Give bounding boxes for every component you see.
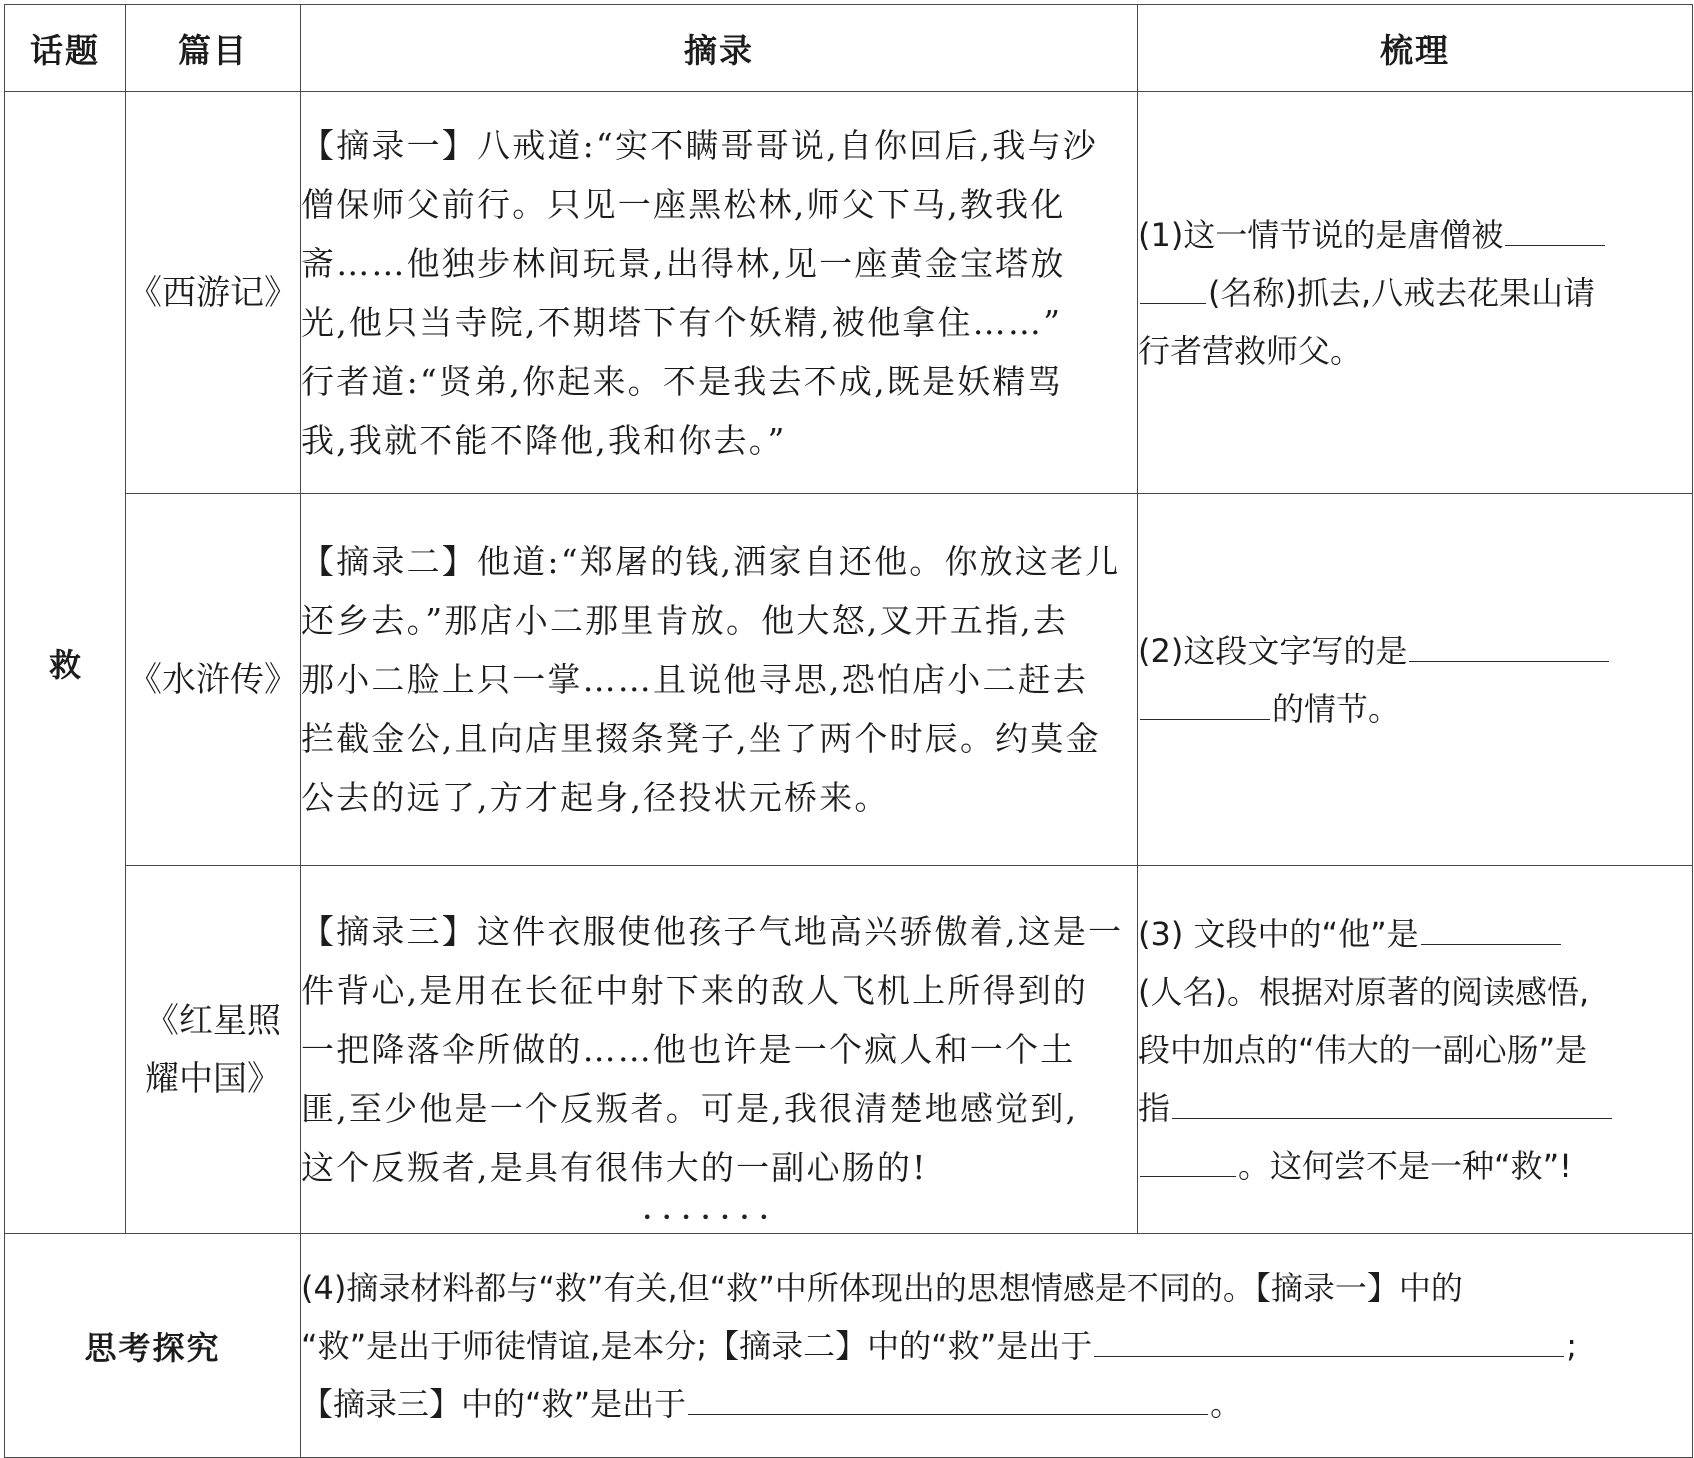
think-label: 思考探究 xyxy=(5,1234,301,1458)
answer-blank[interactable] xyxy=(1421,910,1561,945)
answer-1-line: (1)这一情节说的是唐僧被 xyxy=(1138,206,1692,264)
think-line: (4)摘录材料都与“救”有关,但“救”中所体现出的思想情感是不同的。【摘录一】中的 xyxy=(301,1268,1463,1307)
excerpt-2-line: 拦截金公,且向店里掇条凳子,坐了两个时辰。约莫金 xyxy=(301,719,1101,758)
answer-3-line: 指 xyxy=(1138,1079,1692,1137)
answer-1-line: 行者营救师父。 xyxy=(1138,331,1363,370)
answer-3-line: (人名)。根据对原著的阅读感悟, xyxy=(1138,972,1590,1011)
excerpt-2-line: 那小二脸上只一掌……且说他寻思,恐怕店小二赶去 xyxy=(301,660,1089,699)
chapter-title-shuihuzhuan: 《水浒传》 xyxy=(126,494,301,866)
topic-cell: 救 xyxy=(5,92,126,1234)
chapter-title-xiyouji: 《西游记》 xyxy=(126,92,301,494)
answer-2-line: (2)这段文字写的是 xyxy=(1138,622,1692,680)
excerpt-3 xyxy=(301,866,1138,1234)
excerpt-3-line: 一把降落伞所做的……他也许是一个疯人和一个土 xyxy=(301,1030,1076,1069)
answer-blank[interactable] xyxy=(1140,685,1270,720)
answer-1-line: (名称)抓去,八戒去花果山请 xyxy=(1138,264,1692,322)
excerpt-3-line: 件背心,是用在长征中射下来的敌人飞机上所得到的 xyxy=(301,971,1089,1010)
think-line: 【摘录三】中的“救”是出于 。 xyxy=(301,1375,1692,1433)
chapter-title-hongxing xyxy=(126,866,301,1234)
emphasis-dotted-phrase: 伟大的一副心肠 ••••••• xyxy=(631,1148,877,1187)
answer-blank[interactable] xyxy=(688,1380,1208,1415)
excerpt-1-line: 僧保师父前行。只见一座黑松林,师父下马,教我化 xyxy=(301,184,1066,224)
excerpt-2-line: 【摘录二】他道:“郑屠的钱,洒家自还他。你放这老儿 xyxy=(301,542,1121,581)
think-content xyxy=(301,1234,1693,1458)
excerpt-1-line: 行者道:“贤弟,你起来。不是我去不成,既是妖精骂 xyxy=(301,361,1063,401)
chapter-title-line: 耀中国》 xyxy=(145,1058,281,1099)
answer-1 xyxy=(1138,92,1693,494)
answer-blank[interactable] xyxy=(1140,269,1206,304)
reading-table xyxy=(4,4,1693,1458)
answer-blank[interactable] xyxy=(1505,211,1605,246)
answer-3-line: 。这何尝不是一种“救”! xyxy=(1138,1137,1692,1195)
answer-2 xyxy=(1138,494,1693,866)
excerpt-1-line: 斋……他独步林间玩景,出得林,见一座黄金宝塔放 xyxy=(301,243,1066,283)
think-line: “救”是出于师徒情谊,是本分;【摘录二】中的“救”是出于 ; xyxy=(301,1317,1692,1375)
answer-blank[interactable] xyxy=(1409,627,1609,662)
excerpt-3-line: 这个反叛者,是具有很伟大的一副心肠 •••••••的! xyxy=(301,1138,1137,1197)
answer-3-line: 段中加点的“伟大的一副心肠”是 xyxy=(1138,1030,1588,1069)
answer-blank[interactable] xyxy=(1140,1142,1236,1177)
excerpt-3-line: 【摘录三】这件衣服使他孩子气地高兴骄傲着,这是一 xyxy=(301,912,1124,951)
answer-3 xyxy=(1138,866,1693,1234)
excerpt-2 xyxy=(301,494,1138,866)
answer-3-line: (3) 文段中的“他”是 xyxy=(1138,905,1692,963)
excerpt-1-line: 光,他只当寺院,不期塔下有个妖精,被他拿住……” xyxy=(301,302,1063,342)
header-topic: 话题 xyxy=(5,5,126,92)
answer-blank[interactable] xyxy=(1094,1322,1564,1357)
excerpt-2-line: 还乡去。”那店小二那里肯放。他大怒,叉开五指,去 xyxy=(301,601,1069,640)
excerpt-1-line: 【摘录一】八戒道:“实不瞒哥哥说,自你回后,我与沙 xyxy=(301,125,1098,165)
excerpt-3-line: 匪,至少他是一个反叛者。可是,我很清楚地感觉到, xyxy=(301,1089,1079,1128)
header-chapter: 篇目 xyxy=(126,5,301,92)
header-sort: 梳理 xyxy=(1138,5,1693,92)
excerpt-1 xyxy=(301,92,1138,494)
excerpt-2-line: 公去的远了,方才起身,径投状元桥来。 xyxy=(301,778,890,817)
header-excerpt: 摘录 xyxy=(301,5,1138,92)
chapter-title-line: 《红星照 xyxy=(145,1000,281,1041)
excerpt-1-line: 我,我就不能不降他,我和你去。” xyxy=(301,420,787,460)
answer-2-line: 的情节。 xyxy=(1138,680,1692,738)
answer-blank[interactable] xyxy=(1172,1084,1612,1119)
